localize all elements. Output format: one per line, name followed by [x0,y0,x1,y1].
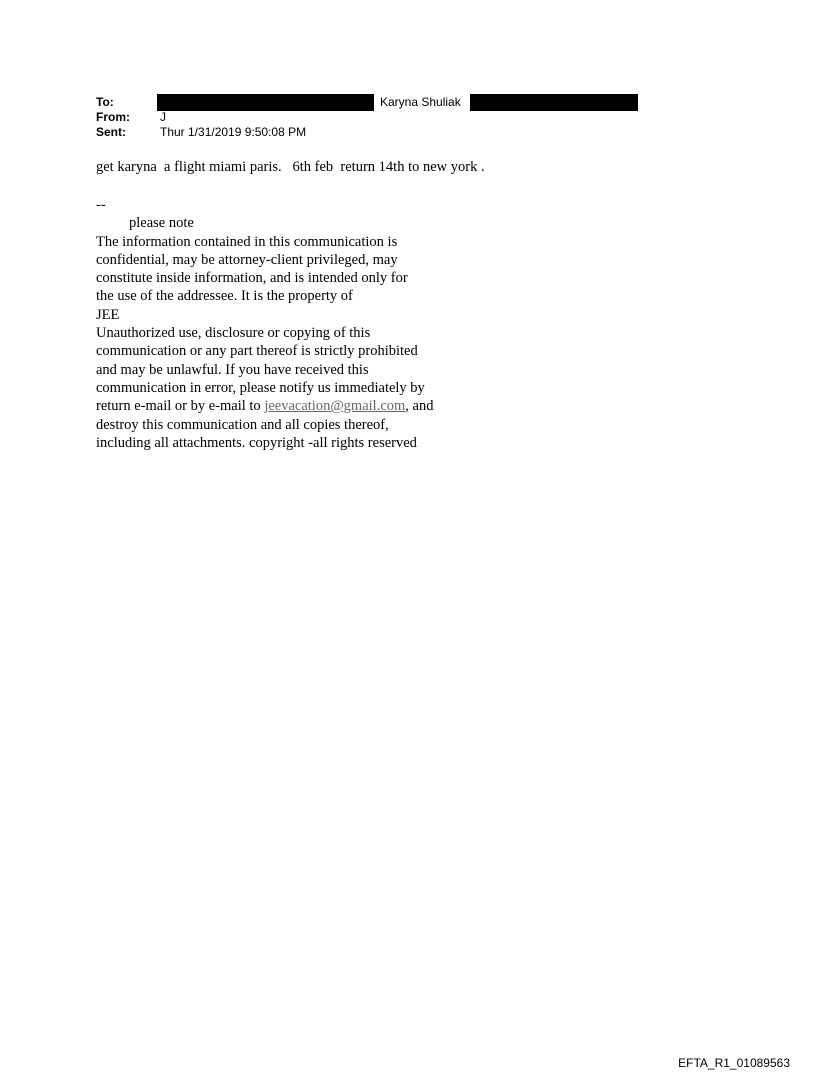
sent-value: Thur 1/31/2019 9:50:08 PM [160,125,307,139]
disclaimer-line: communication in error, please notify us immediately by [96,379,425,396]
signature-separator: -- [96,197,106,213]
link-suffix-text: , and [405,398,434,415]
redaction-bar [157,94,374,111]
disclaimer-line: JEE [96,306,120,323]
disclaimer-line: the use of the addressee. It is the property of [96,288,353,305]
disclaimer-line: including all attachments. copyright -all rights reserved [96,434,417,451]
to-label: To: [96,95,114,109]
disclaimer-line: communication or any part thereof is strictly prohibited [96,343,418,360]
link-prefix-text: return e-mail or by e-mail to [96,398,265,415]
email-link[interactable]: jeevacation@gmail.com [264,398,406,415]
document-id: EFTA_R1_01089563 [678,1056,790,1070]
disclaimer-line: The information contained in this communication is [96,233,398,250]
sent-label: Sent: [96,125,126,139]
disclaimer-line: confidential, may be attorney-client privileged, may [96,251,398,268]
please-note-heading: please note [129,215,194,232]
disclaimer-line: Unauthorized use, disclosure or copying of this [96,325,371,342]
email-signature [96,196,433,452]
disclaimer-line: and may be unlawful. If you have received this [96,361,369,378]
disclaimer-line: destroy this communication and all copies thereof, [96,416,389,433]
disclaimer-line-with-link [96,397,433,415]
from-value: J [160,110,166,124]
from-label: From: [96,110,130,124]
message-body: get karyna a flight miami paris. 6th feb return 14th to new york . [96,159,485,175]
disclaimer-line: constitute inside information, and is intended only for [96,270,408,287]
to-recipient-name: Karyna Shuliak [380,95,461,109]
redaction-bar [470,94,638,111]
